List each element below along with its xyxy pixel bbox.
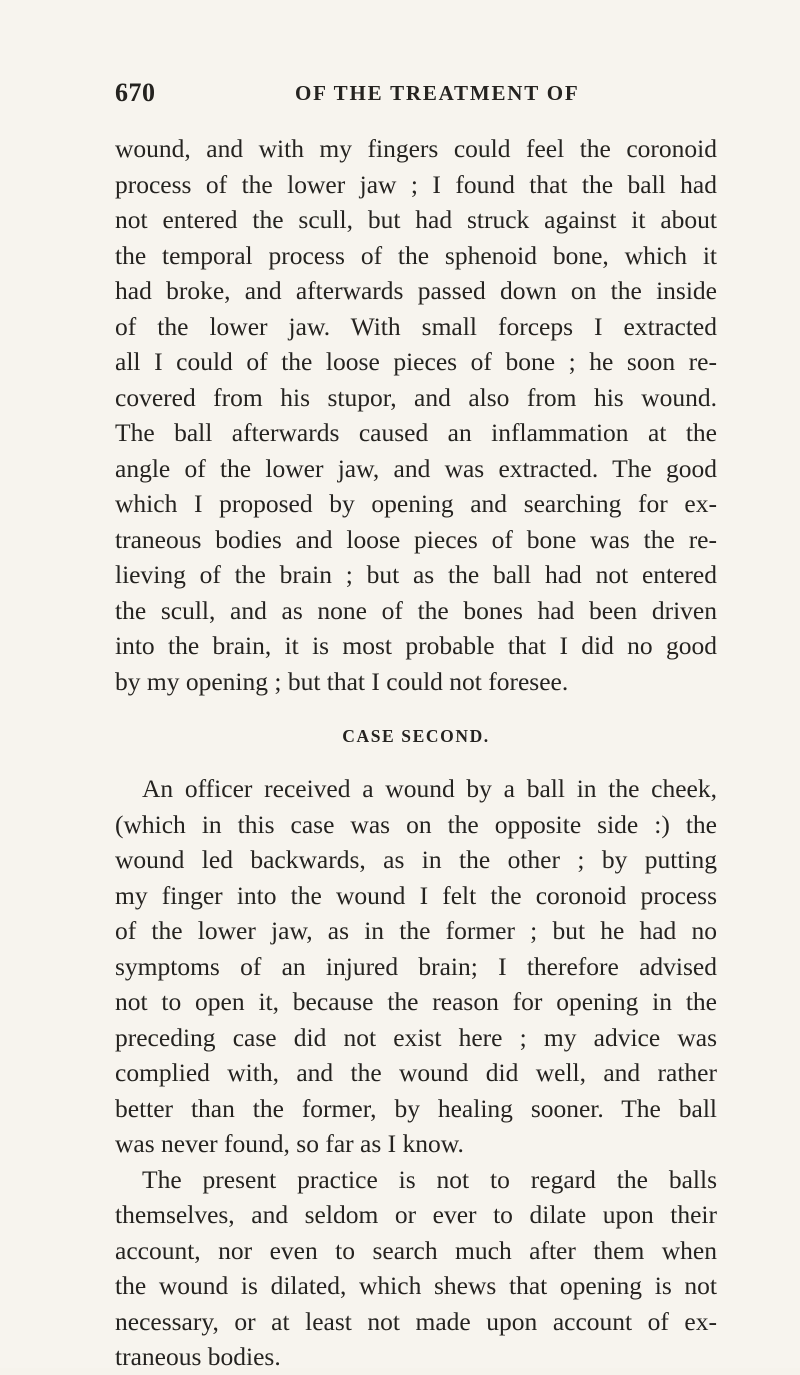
text-line: themselves, and seldom or ever to dilate upon their xyxy=(115,1200,717,1229)
text-line: The ball afterwards caused an inflammation at the xyxy=(115,418,717,447)
text-line: had broke, and afterwards passed down on the inside xyxy=(115,276,717,305)
text-line: by my opening ; but that I could not foresee. xyxy=(115,666,569,696)
text-line: complied with, and the wound did well, and rather xyxy=(115,1058,717,1087)
text-line: into the brain, it is most probable that I did no good xyxy=(115,631,717,660)
text-line: of the lower jaw, as in the former ; but he had no xyxy=(115,916,717,945)
text-line: angle of the lower jaw, and was extracted. The good xyxy=(115,453,717,483)
text-line: traneous bodies and loose pieces of bone was the re- xyxy=(115,524,717,554)
text-line: the wound is dilated, which shews that opening is not xyxy=(115,1271,717,1300)
text-line: lieving of the brain ; but as the ball had not entered xyxy=(115,560,717,589)
text-line: symptoms of an injured brain; I therefore advised xyxy=(115,951,717,981)
paragraph xyxy=(115,1162,717,1375)
text-line: not entered the scull, but had struck against it about xyxy=(115,205,717,234)
text-line: not to open it, because the reason for opening in the xyxy=(115,987,717,1016)
paragraph xyxy=(115,131,717,699)
text-line: traneous bodies. xyxy=(115,1342,281,1371)
text-line: An officer received a wound by a ball in the cheek, xyxy=(142,774,717,803)
text-line: wound, and with my fingers could feel the coronoid xyxy=(115,134,717,163)
section-heading: CASE SECOND. xyxy=(342,726,490,746)
text-line: better than the former, by healing sooner. The ball xyxy=(115,1093,717,1123)
text-line: process of the lower jaw ; I found that the ball had xyxy=(115,169,717,199)
text-line: necessary, or at least not made upon account of ex- xyxy=(115,1306,717,1336)
text-line: the temporal process of the sphenoid bone, which it xyxy=(115,240,717,270)
text-line: was never found, so far as I know. xyxy=(115,1129,464,1158)
running-title: OF THE TREATMENT OF xyxy=(295,81,580,105)
text-line: the scull, and as none of the bones had been driven xyxy=(115,595,717,625)
text-line: covered from his stupor, and also from his wound. xyxy=(115,382,717,412)
text-line: all I could of the loose pieces of bone ; he soon re- xyxy=(115,347,717,376)
body-text xyxy=(115,131,717,1375)
text-line: account, nor even to search much after them when xyxy=(115,1235,717,1265)
paragraph xyxy=(115,771,717,1162)
text-line: which I proposed by opening and searching for ex- xyxy=(115,489,717,518)
text-line: wound led backwards, as in the other ; by putting xyxy=(115,845,717,874)
text-line: (which in this case was on the opposite side :) the xyxy=(115,809,717,839)
text-line: The present practice is not to regard the balls xyxy=(142,1164,717,1194)
page-number: 670 xyxy=(115,78,156,107)
text-line: preceding case did not exist here ; my advice was xyxy=(115,1022,717,1052)
running-head xyxy=(115,78,715,108)
text-line: my finger into the wound I felt the coronoid process xyxy=(115,880,717,910)
text-line: of the lower jaw. With small forceps I extracted xyxy=(115,311,717,341)
